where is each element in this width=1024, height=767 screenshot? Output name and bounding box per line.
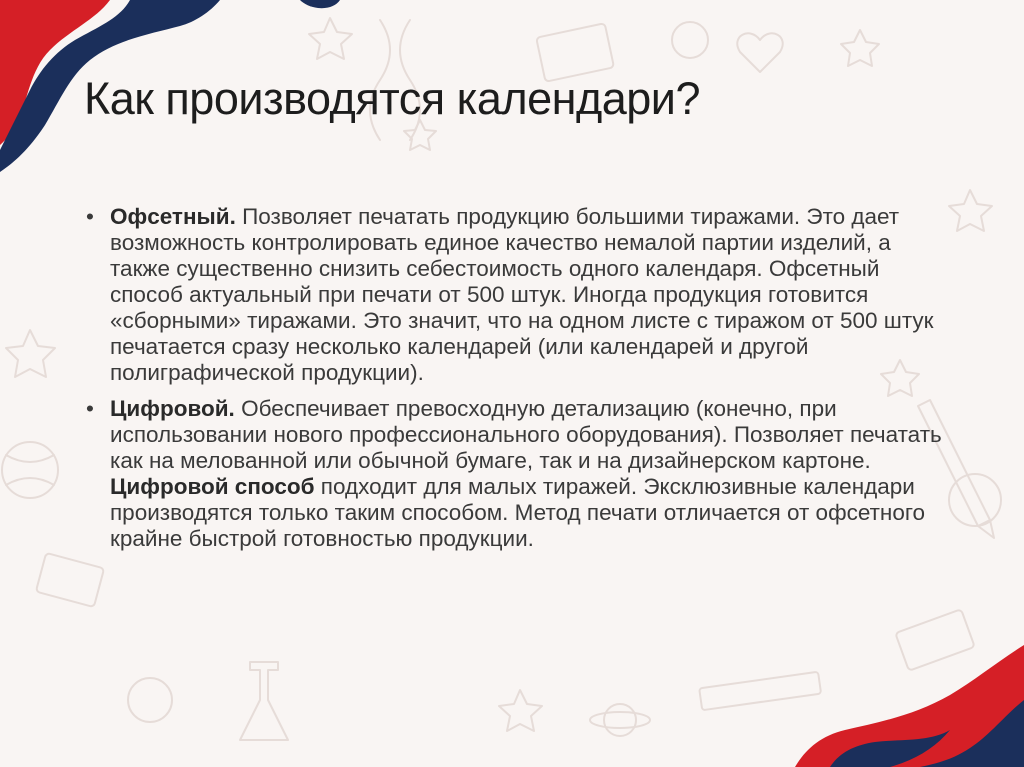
bullet-text: Обеспечивает превосходную детализацию (конечно, при использовании нового профессионального оборудования). Позволяет печатать как на мелованной или обычной бумаге, так и на дизайнерском картоне.: [110, 396, 942, 473]
bullet-term: Офсетный.: [110, 204, 236, 229]
bullet-item-digital: [86, 396, 956, 552]
content-area: [86, 204, 956, 562]
bullet-term: Цифровой.: [110, 396, 235, 421]
bullet-text: подходит для малых тиражей. Эксклюзивные календари производятся только таким способом. Метод печати отличается от офсетного крайне быстрой готовностью продукции.: [110, 474, 926, 551]
top-center-navy-wave: [300, 0, 340, 8]
bullet-list: [86, 204, 956, 552]
page-title: Как производятся календари?: [84, 73, 700, 124]
bullet-text: Позволяет печатать продукцию большими тиражами. Это дает возможность контролировать единое качество немалой партии изделий, а также существенно снизить себестоимость одного календаря. Офсетный способ актуальный при печати от 500 штук. Иногда продукция готовится «сборными» тиражами. Это значит, что на одном листе с тиражом от 500 штук печатается сразу несколько календарей (или календарей и другой полиграфической продукции).: [110, 204, 934, 385]
bullet-emphasis: Цифровой способ: [110, 474, 315, 499]
bullet-item-offset: [86, 204, 956, 386]
